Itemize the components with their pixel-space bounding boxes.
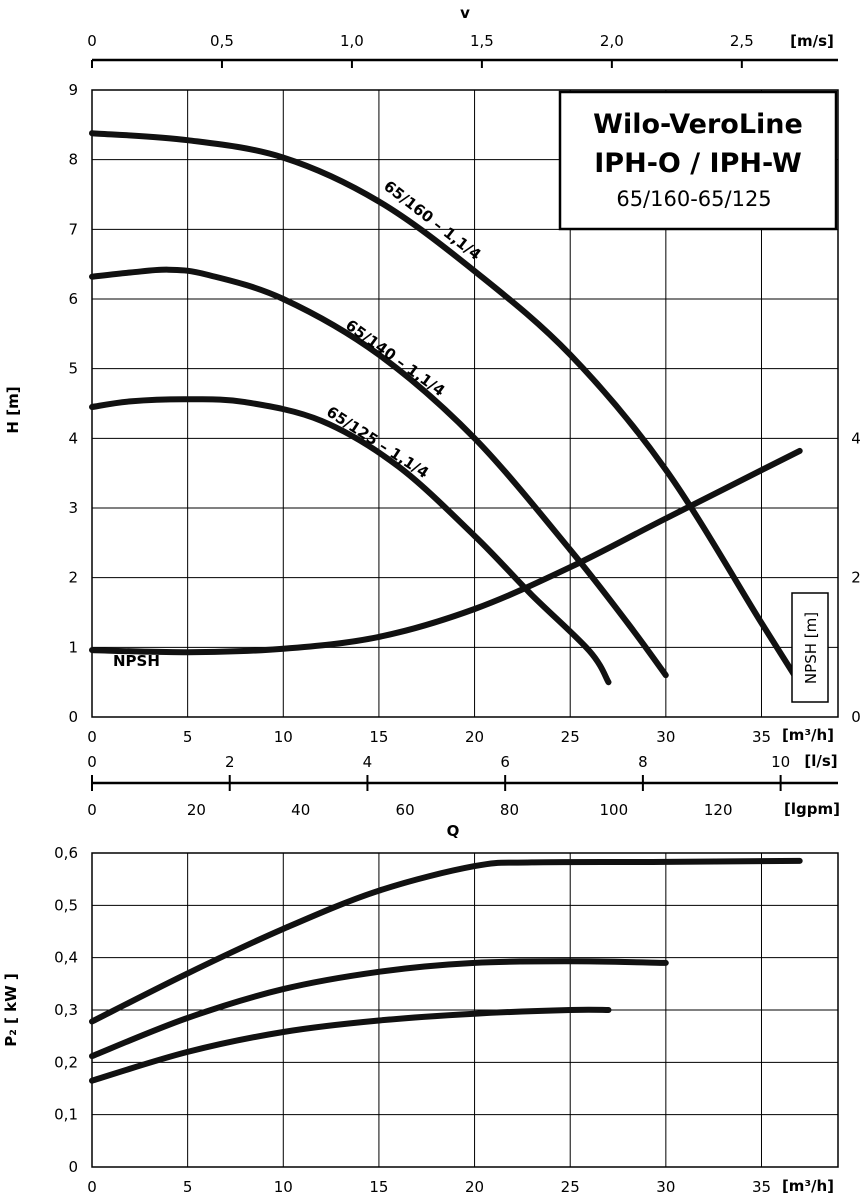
head-x-ticks [87, 728, 771, 746]
power-y-tick-label: 0,5 [54, 896, 78, 915]
power-y-axis-label: P₂ [ kW ] [2, 973, 20, 1047]
head-chart [4, 81, 861, 746]
power-y-tick-label: 0,4 [54, 948, 78, 967]
velocity-tick-label: 2,5 [729, 32, 754, 50]
lgpm-axis-unit: [lgpm] [784, 800, 840, 818]
lgpm-axis [87, 800, 840, 840]
npsh-tick-label: 4 [851, 429, 861, 448]
lgpm-tick-label: 80 [499, 801, 520, 819]
power-y-tick-label: 0,3 [54, 1001, 78, 1019]
velocity-tick-label: 2,0 [599, 32, 624, 50]
head-y-tick-label: 9 [68, 81, 78, 99]
lgpm-ticks [87, 801, 732, 819]
power-y-ticks [54, 844, 78, 1176]
velocity-tick-label: 0,5 [210, 32, 234, 50]
ls-tick-label: 10 [771, 753, 791, 771]
head-curve-label-3: 65/125 – 1,1/4 [323, 402, 433, 483]
lgpm-tick-label: 0 [87, 801, 97, 819]
head-x-tick-label: 20 [465, 728, 485, 746]
power-x-ticks [87, 1178, 771, 1196]
power-curves [92, 861, 800, 1081]
head-y-tick-label: 5 [68, 359, 78, 378]
ls-tick-label: 4 [362, 753, 373, 771]
power-curve-1 [92, 861, 800, 1022]
power-x-tick-label: 15 [369, 1178, 389, 1196]
title-box [560, 92, 836, 229]
power-x-tick-label: 10 [273, 1178, 293, 1196]
npsh-curve [92, 451, 800, 652]
head-y-tick-label: 8 [68, 150, 78, 169]
velocity-ticks [87, 32, 754, 68]
velocity-tick-label: 0 [87, 32, 97, 50]
ls-ticks [87, 753, 790, 791]
q-axis-label: Q [446, 822, 460, 840]
lgpm-tick-label: 60 [395, 801, 415, 819]
npsh-curve-label: NPSH [113, 652, 160, 670]
power-y-tick-label: 0,2 [54, 1053, 78, 1072]
ls-axis-unit: [l/s] [804, 752, 838, 770]
ls-tick-label: 2 [224, 753, 235, 771]
head-x-tick-label: 25 [560, 728, 580, 746]
lgpm-tick-label: 20 [186, 801, 206, 819]
power-x-tick-label: 25 [560, 1178, 580, 1196]
ls-tick-label: 6 [500, 753, 510, 771]
head-x-tick-label: 15 [369, 728, 389, 746]
velocity-tick-label: 1,0 [340, 32, 364, 50]
head-curve-label-2: 65/140 – 1,1/4 [342, 315, 449, 400]
head-y-tick-label: 3 [68, 499, 78, 517]
head-x-tick-label: 30 [656, 728, 676, 746]
title-line-1: Wilo-VeroLine [593, 109, 803, 140]
ls-tick-label: 8 [638, 753, 648, 771]
head-y-tick-label: 1 [68, 638, 78, 657]
title-line-3: 65/160-65/125 [616, 187, 772, 211]
head-y-tick-label: 0 [68, 708, 78, 726]
head-x-tick-label: 0 [87, 728, 97, 746]
power-y-tick-label: 0,1 [54, 1105, 78, 1124]
title-line-2: IPH-O / IPH-W [594, 148, 802, 179]
power-x-tick-label: 0 [87, 1178, 97, 1196]
power-x-tick-label: 20 [465, 1178, 485, 1196]
npsh-tick-label: 2 [851, 568, 861, 587]
velocity-tick-label: 1,5 [469, 32, 494, 50]
head-curve-label-1: 65/160 – 1,1/4 [380, 176, 485, 264]
head-y-tick-label: 6 [68, 290, 78, 308]
head-y-tick-label: 4 [68, 429, 78, 448]
head-x-tick-label: 5 [182, 728, 193, 746]
power-y-tick-label: 0 [68, 1158, 78, 1176]
head-y-tick-label: 2 [68, 568, 78, 587]
velocity-axis [87, 4, 838, 68]
head-y-axis-label: H [m] [4, 386, 22, 434]
head-x-tick-label: 10 [273, 728, 293, 746]
head-y-ticks [68, 81, 78, 726]
ls-axis [87, 752, 838, 791]
power-x-tick-label: 35 [751, 1178, 772, 1196]
power-x-tick-label: 30 [656, 1178, 676, 1196]
power-x-tick-label: 5 [182, 1178, 193, 1196]
power-x-axis-unit: [m³/h] [781, 1177, 835, 1195]
npsh-axis-label: NPSH [m] [802, 611, 820, 685]
ls-tick-label: 0 [87, 753, 97, 771]
head-y-tick-label: 7 [68, 220, 78, 239]
velocity-axis-unit: [m/s] [790, 32, 834, 50]
power-chart [2, 844, 838, 1196]
lgpm-tick-label: 40 [291, 801, 311, 819]
head-x-axis-unit: [m³/h] [781, 726, 835, 744]
power-y-tick-label: 0,6 [54, 844, 78, 862]
npsh-tick-label: 0 [851, 708, 861, 726]
velocity-axis-label: v [460, 4, 470, 22]
head-x-tick-label: 35 [751, 728, 772, 746]
npsh-axis-ticks [851, 429, 861, 726]
lgpm-tick-label: 120 [703, 801, 733, 819]
lgpm-tick-label: 100 [599, 801, 629, 819]
power-curve-3 [92, 1010, 609, 1081]
